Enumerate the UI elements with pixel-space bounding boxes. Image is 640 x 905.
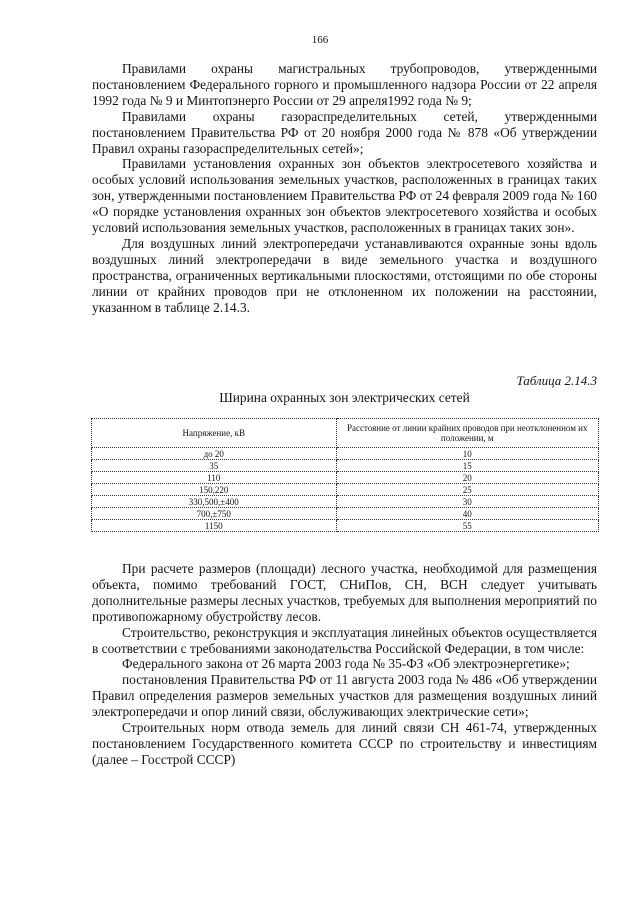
- paragraph: При расчете размеров (площади) лесного участка, необходимой для размещения объекта, помимо требований ГОСТ, СНиПов, СН, ВСН следует учитывать дополнительные размеры лесных участков, требуемых для выполнения мероприятий по противопожарному обустройству лесов.: [92, 561, 597, 624]
- paragraph: Правилами охраны газораспределительных сетей, утвержденными постановлением Правительства РФ от 20 ноября 2000 года № 878 «Об утверждении Правил охраны газораспределительных сетей»;: [92, 108, 597, 156]
- table-row: [92, 520, 599, 532]
- distance-cell: 20: [336, 472, 599, 484]
- table-caption: Ширина охранных зон электрических сетей: [219, 390, 470, 405]
- table-row: [92, 460, 599, 472]
- paragraph: Правилами охраны магистральных трубопроводов, утвержденными постановлением Федерального горного и промышленного надзора России от 22 апреля 1992 года № 9 и Минтопэнерго России от 29 апреля1992 года № 9;: [92, 61, 597, 108]
- voltage-cell: 110: [92, 472, 337, 484]
- paragraph: постановления Правительства РФ от 11 августа 2003 года № 486 «Об утверждении Правил определения размеров земельных участков для размещения воздушных линий электропередачи и опор линий связи, обслуживающих электрические сети»;: [92, 672, 597, 720]
- distance-cell: 30: [336, 496, 599, 508]
- table-row: [92, 448, 599, 460]
- voltage-cell: до 20: [92, 448, 337, 460]
- distance-cell: 40: [336, 508, 599, 520]
- table-header-row: [92, 419, 599, 448]
- paragraph: Строительство, реконструкция и эксплуатация линейных объектов осуществляется в соответствии с требованиями законодательства Российской Федерации, в том числе:: [92, 624, 597, 656]
- distance-cell: 10: [336, 448, 599, 460]
- voltage-cell: 330,500,±400: [92, 496, 337, 508]
- column-header-distance: Расстояние от линии крайних проводов при неотклоненном их положении, м: [336, 419, 599, 448]
- distance-cell: 25: [336, 484, 599, 496]
- table-row: [92, 508, 599, 520]
- table-number: Таблица 2.14.3: [516, 373, 597, 388]
- paragraph: Для воздушных линий электропередачи устанавливаются охранные зоны вдоль воздушных линий электропередачи в виде земельного участка и воздушного пространства, ограниченных вертикальными плоскостями, отстоящими по обе стороны линии от крайних проводов при не отклоненном их положении на расстоянии, указанном в таблице 2.14.3.: [92, 235, 597, 315]
- paragraph: Федерального закона от 26 марта 2003 года № 35-ФЗ «Об электроэнергетике»;: [122, 656, 570, 672]
- paragraph: Строительных норм отвода земель для линий связи СН 461-74, утвержденных постановлением Государственного комитета СССР по строительству и инвестициям (далее – Госстрой СССР): [92, 720, 597, 767]
- text-block-top: [92, 61, 597, 316]
- table-row: [92, 472, 599, 484]
- table-row: [92, 484, 599, 496]
- voltage-cell: 700,±750: [92, 508, 337, 520]
- voltage-cell: 1150: [92, 520, 337, 532]
- distance-cell: 15: [336, 460, 599, 472]
- distance-cell: 55: [336, 520, 599, 532]
- table-row: [92, 496, 599, 508]
- protection-zones-table: [91, 418, 599, 532]
- column-header-voltage: Напряжение, кВ: [92, 419, 337, 448]
- paragraph: Правилами установления охранных зон объектов электросетевого хозяйства и особых условий использования земельных участков, расположенных в границах таких зон, утвержденными постановлением Правительства РФ от 24 февраля 2009 года № 160 «О порядке установления охранных зон объектов электросетевого хозяйства и особых условий использования земельных участков, расположенных в границах таких зон».: [92, 156, 597, 236]
- text-block-bottom: [92, 561, 597, 768]
- page-number: 166: [311, 34, 329, 46]
- voltage-cell: 35: [92, 460, 337, 472]
- voltage-cell: 150,220: [92, 484, 337, 496]
